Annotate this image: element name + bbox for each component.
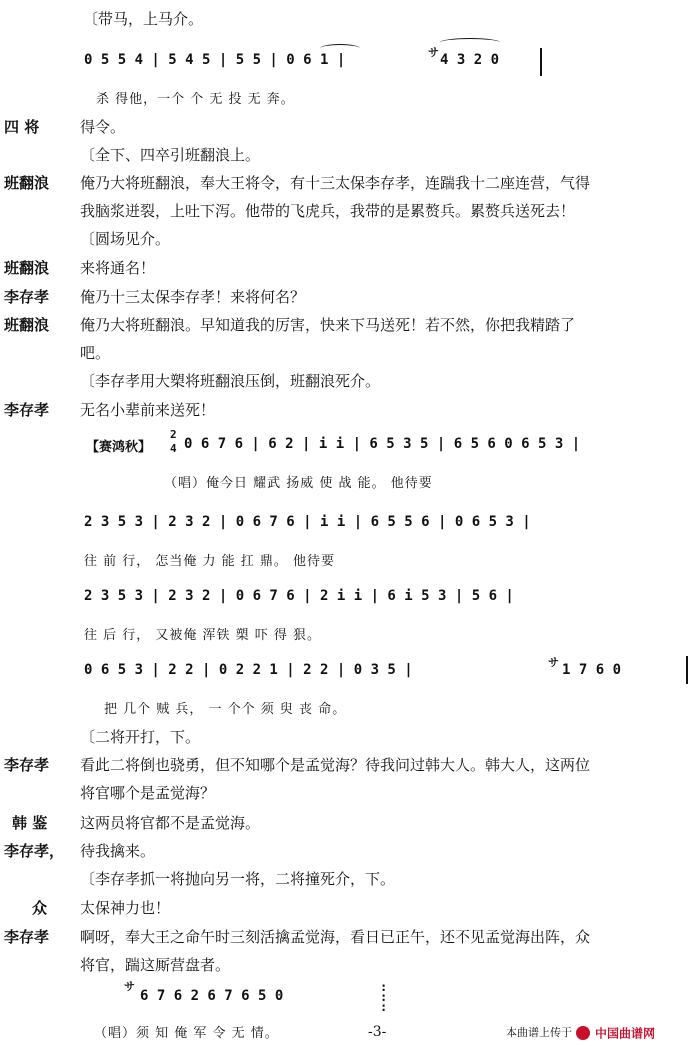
line-text: 将官，踹这厮营盘者。 <box>80 956 231 974</box>
final-barline <box>540 48 542 76</box>
slur <box>440 38 500 47</box>
final-lyric: （唱）须 知 俺 军 令 无 情。 <box>94 1026 279 1041</box>
line-text: 俺乃大将班翻浪，奉大王将令，有十三太保李存孝，连踹我十二座连营，气得 <box>80 174 591 192</box>
line-text: 俺乃十三太保李存孝！来将何名？ <box>80 288 306 306</box>
time-sig-top: 2 <box>170 428 177 441</box>
aria-row-notes: 2 3 5 3 | 2 3 2 | 0 6 7 6 | i i | 6 5 5 6 | 0 6 5 3 | <box>84 514 531 530</box>
speaker: 李存孝， <box>4 842 65 860</box>
line-text: 〔李存孝用大槊将班翻浪压倒，班翻浪死介。 <box>80 372 381 390</box>
line-text: 〔全下、四卒引班翻浪上。 <box>80 146 261 164</box>
stage-direction-top: 〔带马，上马介。 <box>83 10 204 28</box>
aria-row-lyric: 把 几个 贼 兵， 一 个个 须 臾 丧 命。 <box>104 702 347 717</box>
footer-text: 本曲谱上传于 <box>506 1026 572 1039</box>
page-number: -3- <box>368 1024 387 1040</box>
line-text: 无名小辈前来送死！ <box>80 401 216 419</box>
line-text: 啊呀，奉大王之命午时三刻活擒孟觉海，看日已正午，还不见孟觉海出阵，众 <box>80 928 591 946</box>
line-text: 〔李存孝抓一将抛向另一将，二将撞死介，下。 <box>80 870 396 888</box>
aria-row-lyric: 往 后 行， 又被俺 浑铁 槊 吓 得 狠。 <box>84 628 322 643</box>
time-sig-bottom: 4 <box>170 442 177 455</box>
line-text: 将官哪个是孟觉海？ <box>80 784 216 802</box>
sanban-mark: サ <box>428 46 439 59</box>
speaker: 众 <box>32 899 48 917</box>
site-logo-icon <box>576 1026 590 1040</box>
aria-row-notes-free: 1 7 6 0 <box>562 662 622 678</box>
line-text: 〔圆场见介。 <box>80 230 171 248</box>
aria-row-lyric: （唱）俺今日 耀武 扬威 使 战 能。 他待要 <box>164 476 433 491</box>
line-text: 吧。 <box>80 344 111 362</box>
speaker: 李存孝 <box>4 401 50 419</box>
dotted-barline: : : : <box>380 980 388 1014</box>
staff1-notes-free: 4 3 2 0 <box>440 52 500 68</box>
aria-row-notes: 0 6 7 6 | 6 2 | i i | 6 5 3 5 | 6 5 6 0 6 5 3 | <box>184 436 581 452</box>
sanban-mark: サ <box>548 656 559 669</box>
footer <box>506 1024 655 1042</box>
line-text: 看此二将倒也骁勇，但不知哪个是孟觉海？待我问过韩大人。韩大人，这两位 <box>80 756 591 774</box>
speaker: 班翻浪 <box>4 174 50 192</box>
speaker: 班翻浪 <box>4 316 50 334</box>
aria-row-lyric: 往 前 行， 怎当俺 力 能 扛 鼎。 他待要 <box>84 554 336 569</box>
aria-row-notes: 0 6 5 3 | 2 2 | 0 2 2 1 | 2 2 | 0 3 5 | <box>84 662 413 678</box>
line-text: 待我擒来。 <box>80 842 156 860</box>
line-text: 得令。 <box>80 118 126 136</box>
line-text: 俺乃大将班翻浪。早知道我的厉害，快来下马送死！若不然，你把我精踏了 <box>80 316 576 334</box>
aria-row-notes: 2 3 5 3 | 2 3 2 | 0 6 7 6 | 2 i i | 6 i 5 3 | 5 6 | <box>84 588 514 604</box>
staff1-lyric: 杀 得他，一个 个 无 投 无 奔。 <box>96 92 295 107</box>
line-text: 太保神力也！ <box>80 899 171 917</box>
final-barline <box>686 656 688 684</box>
line-text: 这两员将官都不是孟觉海。 <box>80 814 261 832</box>
slur <box>320 44 360 53</box>
speaker: 韩 鉴 <box>12 814 48 832</box>
final-notes: 6 7 6 2 6 7 6 5 0 <box>140 988 284 1004</box>
speaker: 李存孝 <box>4 288 50 306</box>
speaker: 李存孝 <box>4 928 50 946</box>
staff1-notes: 0 5 5 4 | 5 4 5 | 5 5 | 0 6 1 | <box>84 52 346 68</box>
site-logo-text: 中国曲谱网 <box>595 1026 656 1041</box>
aria-label: 【赛鸿秋】 <box>86 440 152 455</box>
line-text: 我脑浆迸裂，上吐下泻。他带的飞虎兵，我带的是累赘兵。累赘兵送死去！ <box>80 202 576 220</box>
line-text: 来将通名！ <box>80 259 156 277</box>
sanban-mark: サ <box>124 980 135 993</box>
line-text: 〔二将开打，下。 <box>80 728 201 746</box>
speaker: 四 将 <box>4 118 40 136</box>
speaker: 班翻浪 <box>4 259 50 277</box>
speaker: 李存孝 <box>4 756 50 774</box>
